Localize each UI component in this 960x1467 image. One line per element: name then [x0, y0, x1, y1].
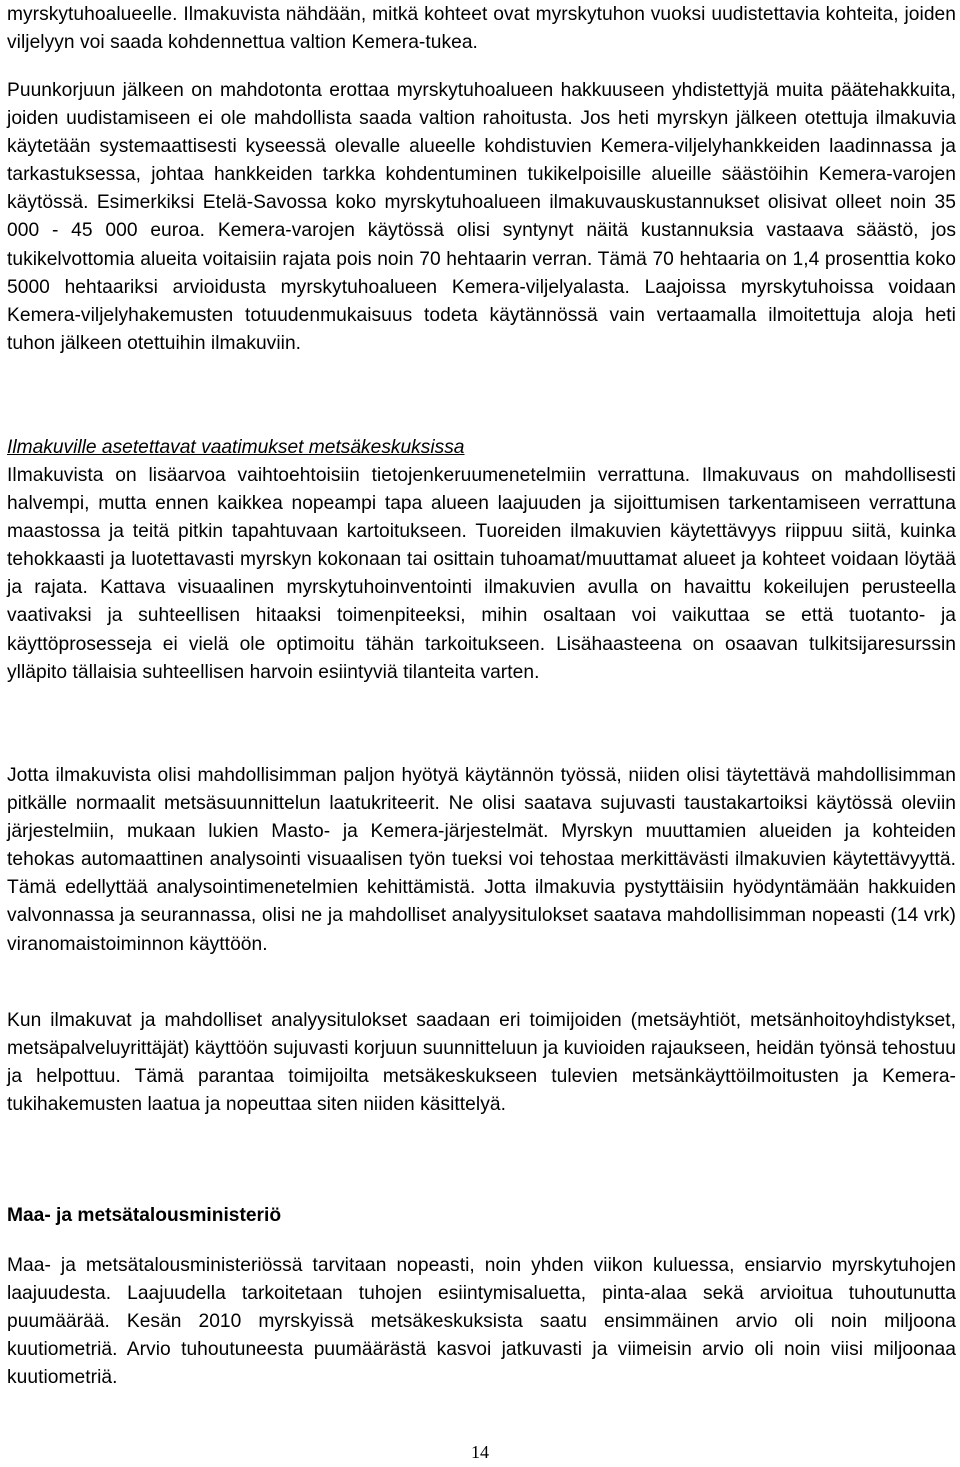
- paragraph-intro-continuation: myrskytuhoalueelle. Ilmakuvista nähdään, mitkä kohteet ovat myrskytuhon vuoksi uudistettavia kohteita, joiden viljelyyn voi saada kohdennettua valtion Kemera-tukea.: [7, 4, 956, 54]
- paragraph-operators-benefit: Kun ilmakuvat ja mahdolliset analyysitulokset saadaan eri toimijoiden (metsäyhtiöt, metsänhoitoyhdistykset, metsäpalveluyrittäjät) käyttöön sujuvasti korjuun suunnitteluun ja kuvioiden rajaukseen, heidän työnsä tehostuu ja helpottuu. Tämä parantaa toimijoilta metsäkeskukseen tulevien metsänkäyttöilmoitusten ja Kemera-tukihakemusten laatua ja nopeuttaa siten niiden käsittelyä.: [7, 1010, 956, 1116]
- subheading-aerial-photo-requirements: Ilmakuville asetettavat vaatimukset metsäkeskuksissa: [7, 437, 465, 458]
- paragraph-aerial-photo-value: Ilmakuvista on lisäarvoa vaihtoehtoisiin tietojenkeruumenetelmiin verrattuna. Ilmakuvaus on mahdollisesti halvempi, mutta ennen kaikkea nopeampi tapa alueen laajuuden ja sijoittumisen tarkentamiseen verrattuna maastossa ja teitä pitkin tapahtuvaan kartoitukseen. Tuoreiden ilmakuvien käytettävyys riippuu siitä, kuinka tehokkaasti ja luotettavasti myrskyn kokonaan tai osittain tuhoamat/muuttamat alueet ja kohteet voidaan löytää ja rajata. Kattava visuaalinen myrskytuhoinventointi ilmakuvien avulla on havaittu kokeilujen perusteella vaativaksi ja suhteellisen hitaaksi toimenpiteeksi, mihin osaltaan voi vaikuttaa se että tuotanto- ja käyttöprosesseja ei vielä ole optimoitu tähän tarkoitukseen. Lisähaasteena on osaavan tulkitsijaresurssin ylläpito tällaisia suhteellisen harvoin esiintyviä tilanteita varten.: [7, 465, 956, 683]
- paragraph-ministry-estimate: Maa- ja metsätalousministeriössä tarvitaan nopeasti, noin yhden viikon kuluessa, ensiarvio myrskytuhojen laajuudesta. Laajuudella tarkoitetaan tuhojen esiintymisaluetta, pinta-alaa sekä arvioitua tuhoutunutta puumäärää. Kesän 2010 myrskyissä metsäkeskuksista saatu ensimmäinen arvio oli noin miljoona kuutiometriä. Arvio tuhoutuneesta puumäärästä kasvoi jatkuvasti ja viimeisin arvio oli noin viisi miljoonaa kuutiometriä.: [7, 1255, 956, 1389]
- paragraph-quality-criteria: Jotta ilmakuvista olisi mahdollisimman paljon hyötyä käytännön työssä, niiden olisi täytettävä mahdollisimman pitkälle normaalit metsäsuunnittelun laatukriteerit. Ne olisi saatava sujuvasti taustakartoiksi käytössä oleviin järjestelmiin, mukaan lukien Masto- ja Kemera-järjestelmät. Myrskyn muuttamien alueiden ja kohteiden tehokas automaattinen analysointi visuaalisen työn tueksi voi tehostaa merkittävästi ilmakuvien käytettävyyttä. Tämä edellyttää analysointimenetelmien kehittämistä. Jotta ilmakuvia pystyttäisiin hyödyntämään hakkuiden valvonnassa ja seurannassa, olisi ne ja mahdolliset analyysitulokset saatava mahdollisimman nopeasti (14 vrk) viranomaistoiminnon käyttöön.: [7, 765, 956, 955]
- heading-ministry: Maa- ja metsätalousministeriö: [7, 1205, 282, 1226]
- page-number: 14: [471, 1442, 489, 1462]
- paragraph-kemera-savings: Puunkorjuun jälkeen on mahdotonta erottaa myrskytuhoalueen hakkuuseen yhdistettyjä muita päätehakkuita, joiden uudistamiseen ei ole mahdollista saada valtion rahoitusta. Jos heti myrskyn jälkeen otettuja ilmakuvia käytetään systemaattisesti kyseessä olevalle alueelle kohdistuvien Kemera-viljelyhankkeiden laadinnassa ja tarkastuksessa, johtaa hankkeiden tarkka kohdentuminen tukikelpoisille alueille säästöihin Kemera-varojen käytössä. Esimerkiksi Etelä-Savossa koko myrskytuhoalueen ilmakuvauskustannukset olisivat olleet noin 35 000 - 45 000 euroa. Kemera-varojen käytössä olisi syntynyt näitä kustannuksia vastaava säästö, jos tukikelvottomia alueita voitaisiin rajata pois noin 70 hehtaarin verran. Tämä 70 hehtaaria on 1,4 prosenttia koko 5000 hehtaariksi arvioidusta myrskytuhoalueen Kemera-viljelyalasta. Laajoissa myrskytuhoissa voidaan Kemera-viljelyhakemusten totuudenmukaisuus todeta käytännössä vain vertaamalla ilmoitettuja aloja heti tuhon jälkeen otettuihin ilmakuviin.: [7, 80, 956, 354]
